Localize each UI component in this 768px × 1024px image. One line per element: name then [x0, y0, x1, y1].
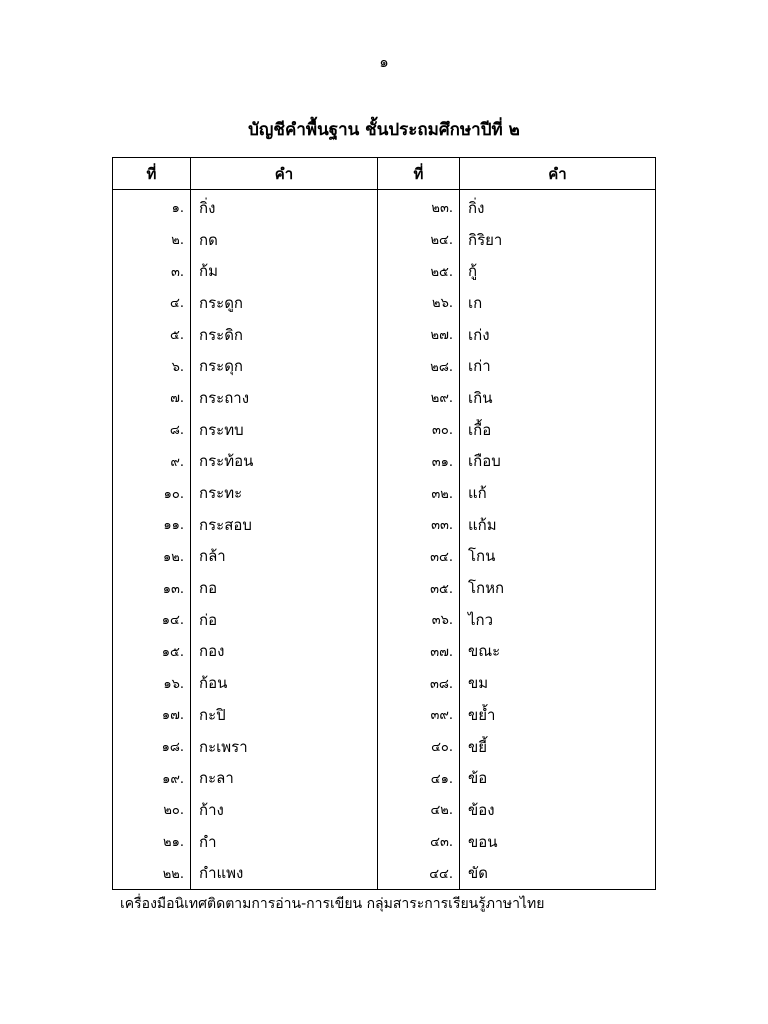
item-number-left: ๑๕.	[113, 636, 191, 668]
word-left: กระสอบ	[191, 509, 378, 541]
item-number-left: ๒.	[113, 224, 191, 256]
word-right: แก้ม	[460, 509, 656, 541]
item-number-left: ๒๑.	[113, 826, 191, 858]
table-row	[113, 762, 656, 794]
item-number-left: ๓.	[113, 255, 191, 287]
header-number-left: ที่	[113, 158, 191, 190]
page-title: บัญชีคำพื้นฐาน ชั้นประถมศึกษาปีที่ ๒	[248, 120, 520, 140]
word-right: โกน	[460, 541, 656, 573]
word-right: ขอน	[460, 826, 656, 858]
item-number-right: ๒๙.	[378, 382, 460, 414]
item-number-right: ๔๓.	[378, 826, 460, 858]
table-row	[113, 667, 656, 699]
word-right: ไกว	[460, 604, 656, 636]
item-number-left: ๑๔.	[113, 604, 191, 636]
word-right: ขม	[460, 667, 656, 699]
word-left: กระถาง	[191, 382, 378, 414]
table-header-row	[113, 158, 656, 190]
page-number: ๑	[379, 53, 389, 71]
table-row	[113, 382, 656, 414]
item-number-right: ๓๑.	[378, 446, 460, 478]
word-left: กระดิก	[191, 319, 378, 351]
word-left: ก่อ	[191, 604, 378, 636]
word-right: ขยี้	[460, 731, 656, 763]
word-right: ขัด	[460, 857, 656, 889]
word-left: ก้ม	[191, 255, 378, 287]
header-word-right: คำ	[460, 158, 656, 190]
item-number-left: ๘.	[113, 414, 191, 446]
word-left: กด	[191, 224, 378, 256]
word-right: เก่ง	[460, 319, 656, 351]
word-left: ก้าง	[191, 794, 378, 826]
table-row	[113, 699, 656, 731]
item-number-left: ๒๒.	[113, 857, 191, 889]
word-right: กิริยา	[460, 224, 656, 256]
word-right: เกิน	[460, 382, 656, 414]
header-word-left: คำ	[191, 158, 378, 190]
item-number-right: ๒๗.	[378, 319, 460, 351]
table-row	[113, 477, 656, 509]
item-number-right: ๒๘.	[378, 350, 460, 382]
item-number-right: ๔๔.	[378, 857, 460, 889]
item-number-right: ๓๐.	[378, 414, 460, 446]
table-body	[113, 190, 656, 890]
table-row	[113, 731, 656, 763]
item-number-right: ๓๕.	[378, 572, 460, 604]
word-right: เกื้อ	[460, 414, 656, 446]
table-row	[113, 604, 656, 636]
item-number-right: ๓๒.	[378, 477, 460, 509]
item-number-left: ๑.	[113, 190, 191, 224]
table-row	[113, 350, 656, 382]
item-number-left: ๑๙.	[113, 762, 191, 794]
word-list-table	[112, 157, 656, 890]
item-number-left: ๙.	[113, 446, 191, 478]
item-number-left: ๑๐.	[113, 477, 191, 509]
word-right: เกือบ	[460, 446, 656, 478]
table-row	[113, 224, 656, 256]
item-number-right: ๔๑.	[378, 762, 460, 794]
table-row	[113, 446, 656, 478]
item-number-right: ๔๐.	[378, 731, 460, 763]
footer-note: เครื่องมือนิเทศติดตามการอ่าน-การเขียน กลุ่มสาระการเรียนรู้ภาษาไทย	[120, 896, 545, 912]
item-number-left: ๑๑.	[113, 509, 191, 541]
word-left: กระดุก	[191, 350, 378, 382]
table-row	[113, 857, 656, 889]
word-right: โกหก	[460, 572, 656, 604]
item-number-right: ๒๕.	[378, 255, 460, 287]
word-right: ข้อ	[460, 762, 656, 794]
table-row	[113, 255, 656, 287]
word-left: กิ่ง	[191, 190, 378, 224]
item-number-right: ๒๓.	[378, 190, 460, 224]
item-number-right: ๒๖.	[378, 287, 460, 319]
word-left: กอ	[191, 572, 378, 604]
word-right: กู้	[460, 255, 656, 287]
table-row	[113, 287, 656, 319]
word-right: ข้อง	[460, 794, 656, 826]
item-number-left: ๖.	[113, 350, 191, 382]
item-number-right: ๒๔.	[378, 224, 460, 256]
item-number-right: ๓๘.	[378, 667, 460, 699]
table-row	[113, 826, 656, 858]
item-number-right: ๓๔.	[378, 541, 460, 573]
item-number-left: ๗.	[113, 382, 191, 414]
table-row	[113, 636, 656, 668]
item-number-right: ๔๒.	[378, 794, 460, 826]
word-left: กระดูก	[191, 287, 378, 319]
word-right: เก่า	[460, 350, 656, 382]
word-right: เก	[460, 287, 656, 319]
item-number-right: ๓๓.	[378, 509, 460, 541]
word-left: ก้อน	[191, 667, 378, 699]
item-number-right: ๓๙.	[378, 699, 460, 731]
word-right: กิ่ง	[460, 190, 656, 224]
item-number-left: ๑๖.	[113, 667, 191, 699]
table-row	[113, 190, 656, 224]
item-number-right: ๓๖.	[378, 604, 460, 636]
item-number-left: ๑๒.	[113, 541, 191, 573]
item-number-left: ๑๘.	[113, 731, 191, 763]
word-right: แก้	[460, 477, 656, 509]
word-left: กระทะ	[191, 477, 378, 509]
table-row	[113, 572, 656, 604]
item-number-left: ๑๓.	[113, 572, 191, 604]
word-left: กำแพง	[191, 857, 378, 889]
table-row	[113, 509, 656, 541]
item-number-left: ๔.	[113, 287, 191, 319]
word-left: กะเพรา	[191, 731, 378, 763]
word-left: กะปิ	[191, 699, 378, 731]
word-left: กล้า	[191, 541, 378, 573]
word-left: กะลา	[191, 762, 378, 794]
table-row	[113, 794, 656, 826]
word-left: กระทบ	[191, 414, 378, 446]
word-left: กำ	[191, 826, 378, 858]
table-row	[113, 541, 656, 573]
word-left: กอง	[191, 636, 378, 668]
table-row	[113, 414, 656, 446]
item-number-left: ๑๗.	[113, 699, 191, 731]
table-row	[113, 319, 656, 351]
item-number-left: ๒๐.	[113, 794, 191, 826]
word-right: ขณะ	[460, 636, 656, 668]
word-left: กระท้อน	[191, 446, 378, 478]
header-number-right: ที่	[378, 158, 460, 190]
word-right: ขย้ำ	[460, 699, 656, 731]
item-number-right: ๓๗.	[378, 636, 460, 668]
item-number-left: ๕.	[113, 319, 191, 351]
